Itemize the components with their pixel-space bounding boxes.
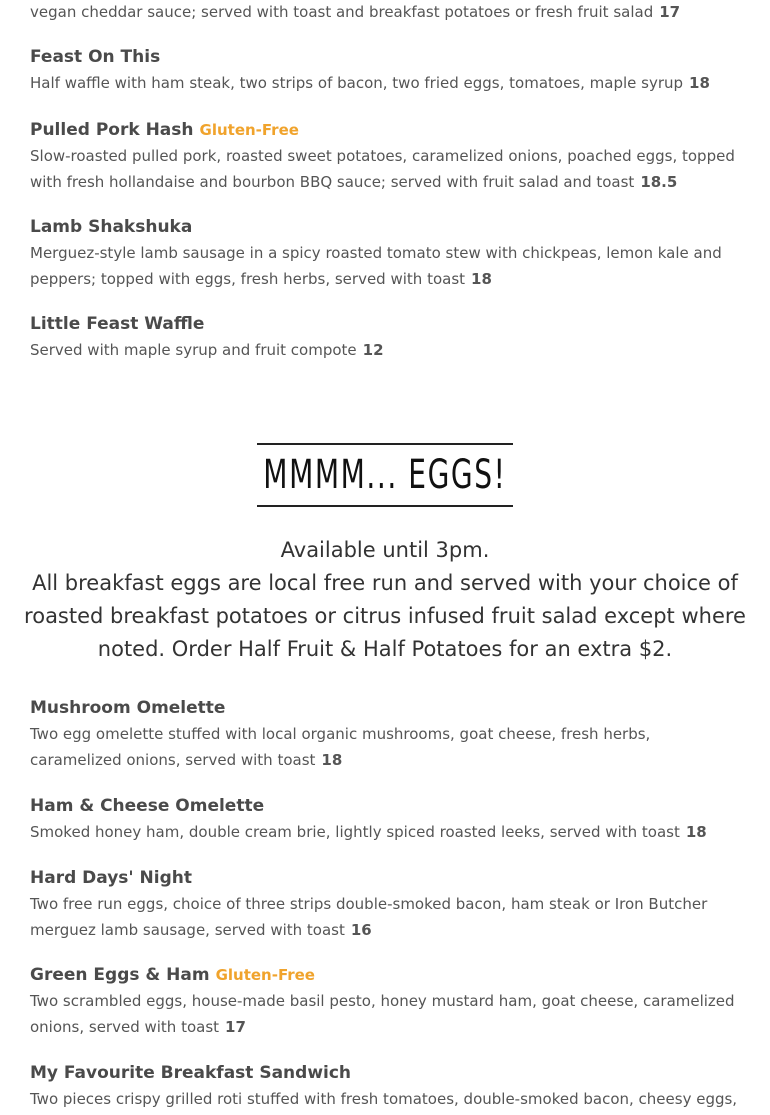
section-heading-frame — [257, 443, 513, 507]
menu-item-mushroom-omelette — [30, 696, 742, 773]
menu-item-name: Ham & Cheese Omelette — [30, 796, 265, 816]
menu-item-pulled-pork-hash — [30, 118, 742, 195]
section-intro: All breakfast eggs are local free run and served with your choice of roasted breakfast potatoes or citrus infused fruit salad except where noted. Order Half Fruit & Half Potatoes for an extra $2. — [24, 571, 746, 661]
menu-item-ham-cheese-omelette — [30, 794, 742, 846]
menu-item-description: vegan cheddar sauce; served with toast and breakfast potatoes or fresh fruit salad — [30, 3, 654, 21]
menu-item-name: Little Feast Waffle — [30, 314, 205, 334]
menu-item-description: Slow-roasted pulled pork, roasted sweet potatoes, caramelized onions, poached eggs, topped with fresh hollandaise and bourbon BBQ sauce; served with fruit salad and toast — [30, 147, 735, 191]
menu-item-description: Smoked honey ham, double cream brie, lightly spiced roasted leeks, served with toast — [30, 823, 680, 841]
menu-item-name: Hard Days' Night — [30, 868, 193, 888]
menu-item-price: 17 — [225, 1017, 246, 1036]
menu-item-description: Half waffle with ham steak, two strips of bacon, two fried eggs, tomatoes, maple syrup — [30, 74, 684, 92]
section-title: MMMM... EGGS! — [263, 452, 507, 498]
menu-item-description: Served with maple syrup and fruit compote — [30, 341, 357, 359]
menu-item-price: 18 — [685, 823, 707, 841]
menu-item-lamb-shakshuka — [30, 215, 742, 292]
menu-item-feast-on-this — [30, 45, 742, 97]
menu-item-description: Two egg omelette stuffed with local organic mushrooms, goat cheese, fresh herbs, caramelized onions, served with toast — [30, 725, 651, 769]
menu-item-price: 18 — [471, 269, 492, 288]
menu-item-price: 12 — [362, 341, 384, 359]
availability-note: Available until 3pm. — [280, 538, 490, 562]
gluten-free-badge: Gluten-Free — [199, 121, 299, 139]
menu-item-price: 17 — [659, 3, 681, 21]
menu-item-price: 18 — [689, 74, 710, 92]
menu-item-green-eggs-ham — [30, 963, 742, 1040]
menu-item-little-feast-waffle — [30, 312, 742, 364]
menu-item-name: My Favourite Breakfast Sandwich — [30, 1063, 352, 1083]
menu-item-hard-days-night — [30, 866, 742, 943]
menu-item-description: Merguez-style lamb sausage in a spicy roasted tomato stew with chickpeas, lemon kale and peppers; topped with eggs, fresh herbs, served with toast — [30, 244, 722, 288]
menu-item-price: 18 — [321, 750, 343, 769]
menu-item-name: Lamb Shakshuka — [30, 217, 193, 237]
menu-item-name: Pulled Pork Hash — [30, 120, 194, 140]
menu-item-description: Two pieces crispy grilled roti stuffed with fresh tomatoes, double-smoked bacon, cheesy eggs, — [30, 1090, 738, 1108]
menu-item-breakfast-sandwich — [30, 1061, 742, 1113]
gluten-free-badge: Gluten-Free — [215, 966, 315, 984]
menu-item-name: Feast On This — [30, 47, 161, 67]
menu-item-fragment — [30, 0, 742, 24]
menu-item-name: Green Eggs & Ham — [30, 965, 210, 985]
menu-item-name: Mushroom Omelette — [30, 698, 226, 718]
menu-item-price: 16 — [350, 920, 372, 939]
menu-item-description: Two scrambled eggs, house-made basil pesto, honey mustard ham, goat cheese, caramelized onions, served with toast — [30, 992, 735, 1036]
menu-item-price: 18.5 — [640, 172, 678, 191]
menu-item-description: Two free run eggs, choice of three strips double-smoked bacon, ham steak or Iron Butcher merguez lamb sausage, served with toast — [30, 895, 708, 939]
